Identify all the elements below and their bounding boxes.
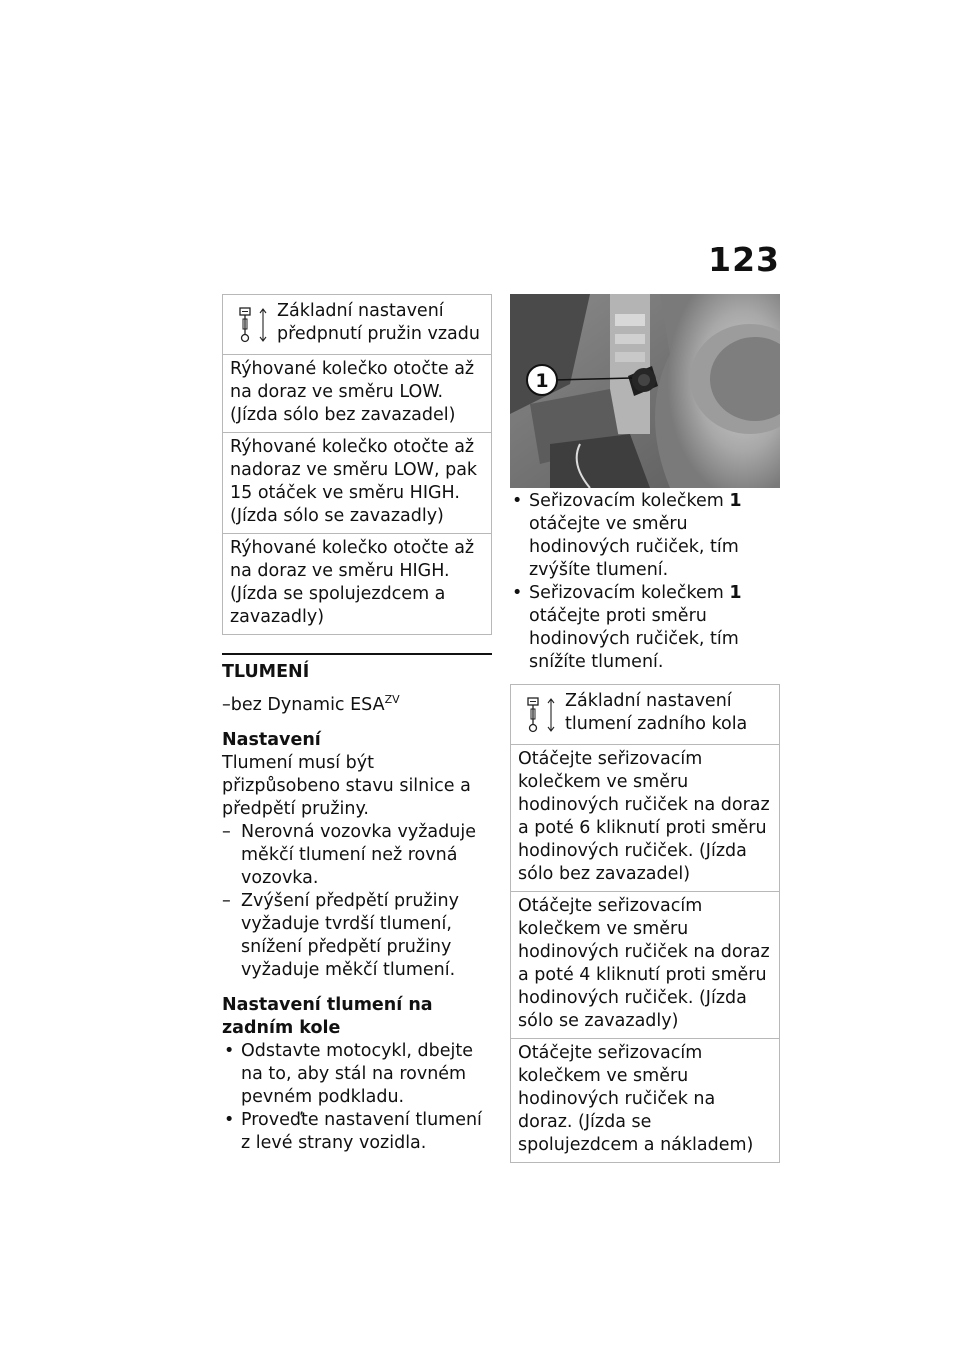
damping-box-header [511,685,779,745]
preload-row-luggage: Rýhované kolečko otočte až nadoraz ve směru LOW, pak 15 otáček ve směru HIGH. (Jízda sólo se zavazadly) [223,433,491,534]
right-bullet-list [510,490,780,674]
subtitle-superscript: ZV [384,693,400,706]
list-item: – Nerovná vozovka vyžaduje měkčí tlumení než rovná vozovka. [222,821,476,888]
heading-rear-damping: Nastavení tlumení na zadním kole [222,994,433,1038]
dash-list [222,821,492,982]
left-column [222,294,492,1155]
heading-setting: Nastavení [222,729,321,750]
right-column [510,294,780,1163]
bullet-list [222,1040,492,1155]
preload-row-passenger: Rýhované kolečko otočte až na doraz ve směru HIGH. (Jízda se spolujezdcem a zavazadly) [230,538,475,627]
subtitle-text: –bez Dynamic ESA [222,694,385,715]
preload-settings-box [222,294,492,635]
section-title: TLUMENÍ [222,662,310,682]
list-item: – Zvýšení předpětí pružiny vyžaduje tvrdší tlumení, snížení předpětí pružiny vyžaduje měkčí tlumení. [222,890,459,980]
damping-row-passenger: Otáčejte seřizovacím kolečkem ve směru hodinových ručiček na doraz. (Jízda se spolujezdcem a nákladem) [518,1043,754,1155]
damping-row-solo: Otáčejte seřizovacím kolečkem ve směru hodinových ručiček na doraz a poté 6 kliknutí proti směru hodinových ručiček. (Jízda sólo bez zavazadel) [511,745,779,892]
damper-adjuster-photo [510,294,780,488]
page-number: 123 [708,240,780,279]
section-subtitle [222,688,492,717]
list-item: • Seřizovacím kolečkem 1 otáčejte proti směru hodinových ručiček, tím snížíte tlumení. [512,583,742,672]
setting-paragraph: Tlumení musí být přizpůsobeno stavu silnice a předpětí pružiny. [222,752,471,819]
damping-row-luggage: Otáčejte seřizovacím kolečkem ve směru hodinových ručiček na doraz a poté 4 kliknutí proti směru hodinových ručiček. (Jízda sólo se zavazadly) [511,892,779,1039]
suspension-adjust-icon [239,306,269,344]
section-divider [222,653,492,655]
preload-box-header [223,295,491,355]
photo-callout: 1 [535,370,549,392]
list-item: • Proveďte nastavení tlumení z levé strany vozidla. [224,1109,482,1153]
damping-box-title: Základní nastavení tlumení zadního kola [565,691,748,734]
list-item: • Odstavte motocykl, dbejte na to, aby stál na rovném pevném podkladu. [224,1040,474,1107]
list-item: • Seřizovacím kolečkem 1 otáčejte ve směru hodinových ručiček, tím zvýšíte tlumení. [512,491,742,580]
damping-settings-box [510,684,780,1163]
preload-row-solo: Rýhované kolečko otočte až na doraz ve směru LOW. (Jízda sólo bez zavazadel) [223,355,491,433]
suspension-adjust-icon [527,696,557,734]
preload-box-title: Základní nastavení předpnutí pružin vzadu [277,301,480,344]
